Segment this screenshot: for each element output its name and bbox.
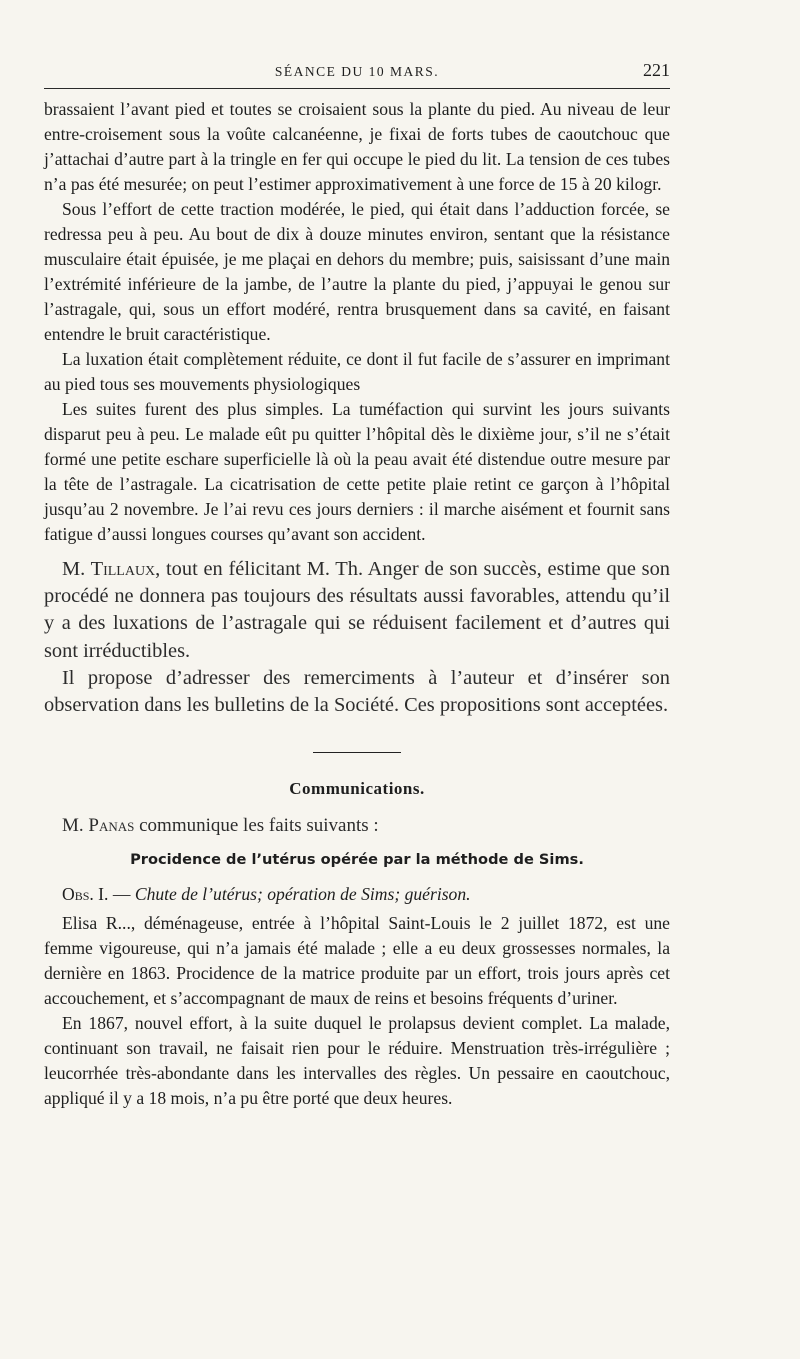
observation-heading (44, 882, 670, 907)
book-page (44, 52, 670, 1111)
case-title: Procidence de l’utérus opérée par la méthode de Sims. (130, 851, 584, 869)
discussion-paragraph (44, 556, 670, 665)
running-header (44, 52, 670, 89)
observation-title: Chute de l’utérus; opération de Sims; guérison. (134, 884, 471, 905)
discussion-text: tout en félicitant M. Th. Anger de son succès, estime que son procédé ne donnera pas toujours des résultats aussi favorables, attendu qu’il y a des luxations de l’astragale qui se réduisent facilement et d’autres qui sont irréductibles. (44, 558, 671, 662)
speaker-text: communique les faits suivants : (134, 815, 379, 837)
header-title: SÉANCE DU 10 MARS. (274, 64, 440, 79)
discussion (44, 556, 670, 719)
speaker-name: M. Panas (62, 815, 135, 837)
section-divider (313, 752, 401, 753)
discussion-paragraph: Il propose d’adresser des remerciments à l’auteur et d’insérer son observation dans les bulletins de la Société. Ces propositions sont acceptées. (44, 666, 670, 717)
paragraph: Sous l’effort de cette traction modérée, le pied, qui était dans l’adduction forcée, se redressa peu à peu. Au bout de dix à douze minutes environ, sentant que la résistance musculaire était épuisée, je me plaçai en dehors du membre; puis, saisissant d’une main l’extrémité inférieure de la jambe, de l’autre la plante du pied, j’appuyai le genou sur l’astragale, qui, sous un effort modéré, rentra brusquement dans sa cavité, en faisant entendre le bruit caractéristique. (44, 199, 670, 344)
paragraph: En 1867, nouvel effort, à la suite duquel le prolapsus devient complet. La malade, continuant son travail, ne faisait rien pour le réduire. Menstruation très-irrégulière ; leucorrhée très-abondante dans les intervalles des règles. Un pessaire en caoutchouc, appliqué il y a 18 mois, n’a pu être porté que deux heures. (44, 1013, 670, 1109)
speaker-name: M. Tillaux, (62, 558, 161, 580)
paragraph: Elisa R..., déménageuse, entrée à l’hôpital Saint-Louis le 2 juillet 1872, est une femme vigoureuse, qui n’a jamais été malade ; elle a eu deux grossesses normales, la dernière en 1863. Procidence de la matrice produite par un effort, trois jours après cet accouchement, et s’accompagnant de maux de reins et besoins fréquents d’uriner. (44, 913, 670, 1009)
paragraph: brassaient l’avant pied et toutes se croisaient sous la plante du pied. Au niveau de leur entre-croisement sous la voûte calcanéenne, je fixai de forts tubes de caoutchouc que j’attachai d’autre part à la tringle en fer qui occupe le pied du lit. La tension de ces tubes n’a pas été mesurée; on peut l’estimer approximativement à une force de 15 à 20 kilogr. (44, 99, 670, 194)
paragraph: La luxation était complètement réduite, ce dont il fut facile de s’assurer en imprimant au pied tous ses mouvements physiologiques (44, 349, 670, 394)
section-heading: Communications. (289, 779, 425, 799)
speaker-line (44, 813, 670, 839)
case-report-continuation (44, 97, 670, 547)
observation-label: Obs. I. — (62, 884, 135, 905)
paragraph: Les suites furent des plus simples. La tuméfaction qui survint les jours suivants disparut peu à peu. Le malade eût pu quitter l’hôpital dès le dixième jour, s’il ne s’était formé une petite eschare superficielle là où la peau avait été distendue outre mesure par la tête de l’astragale. La cicatrisation de cette petite plaie retint ce garçon à l’hôpital jusqu’au 2 novembre. Je l’ai revu ces jours derniers : il marche aisément et fournit sans fatigue d’aussi longues courses qu’avant son accident. (44, 399, 670, 544)
case-report (44, 911, 670, 1111)
page-number: 221 (643, 60, 670, 80)
